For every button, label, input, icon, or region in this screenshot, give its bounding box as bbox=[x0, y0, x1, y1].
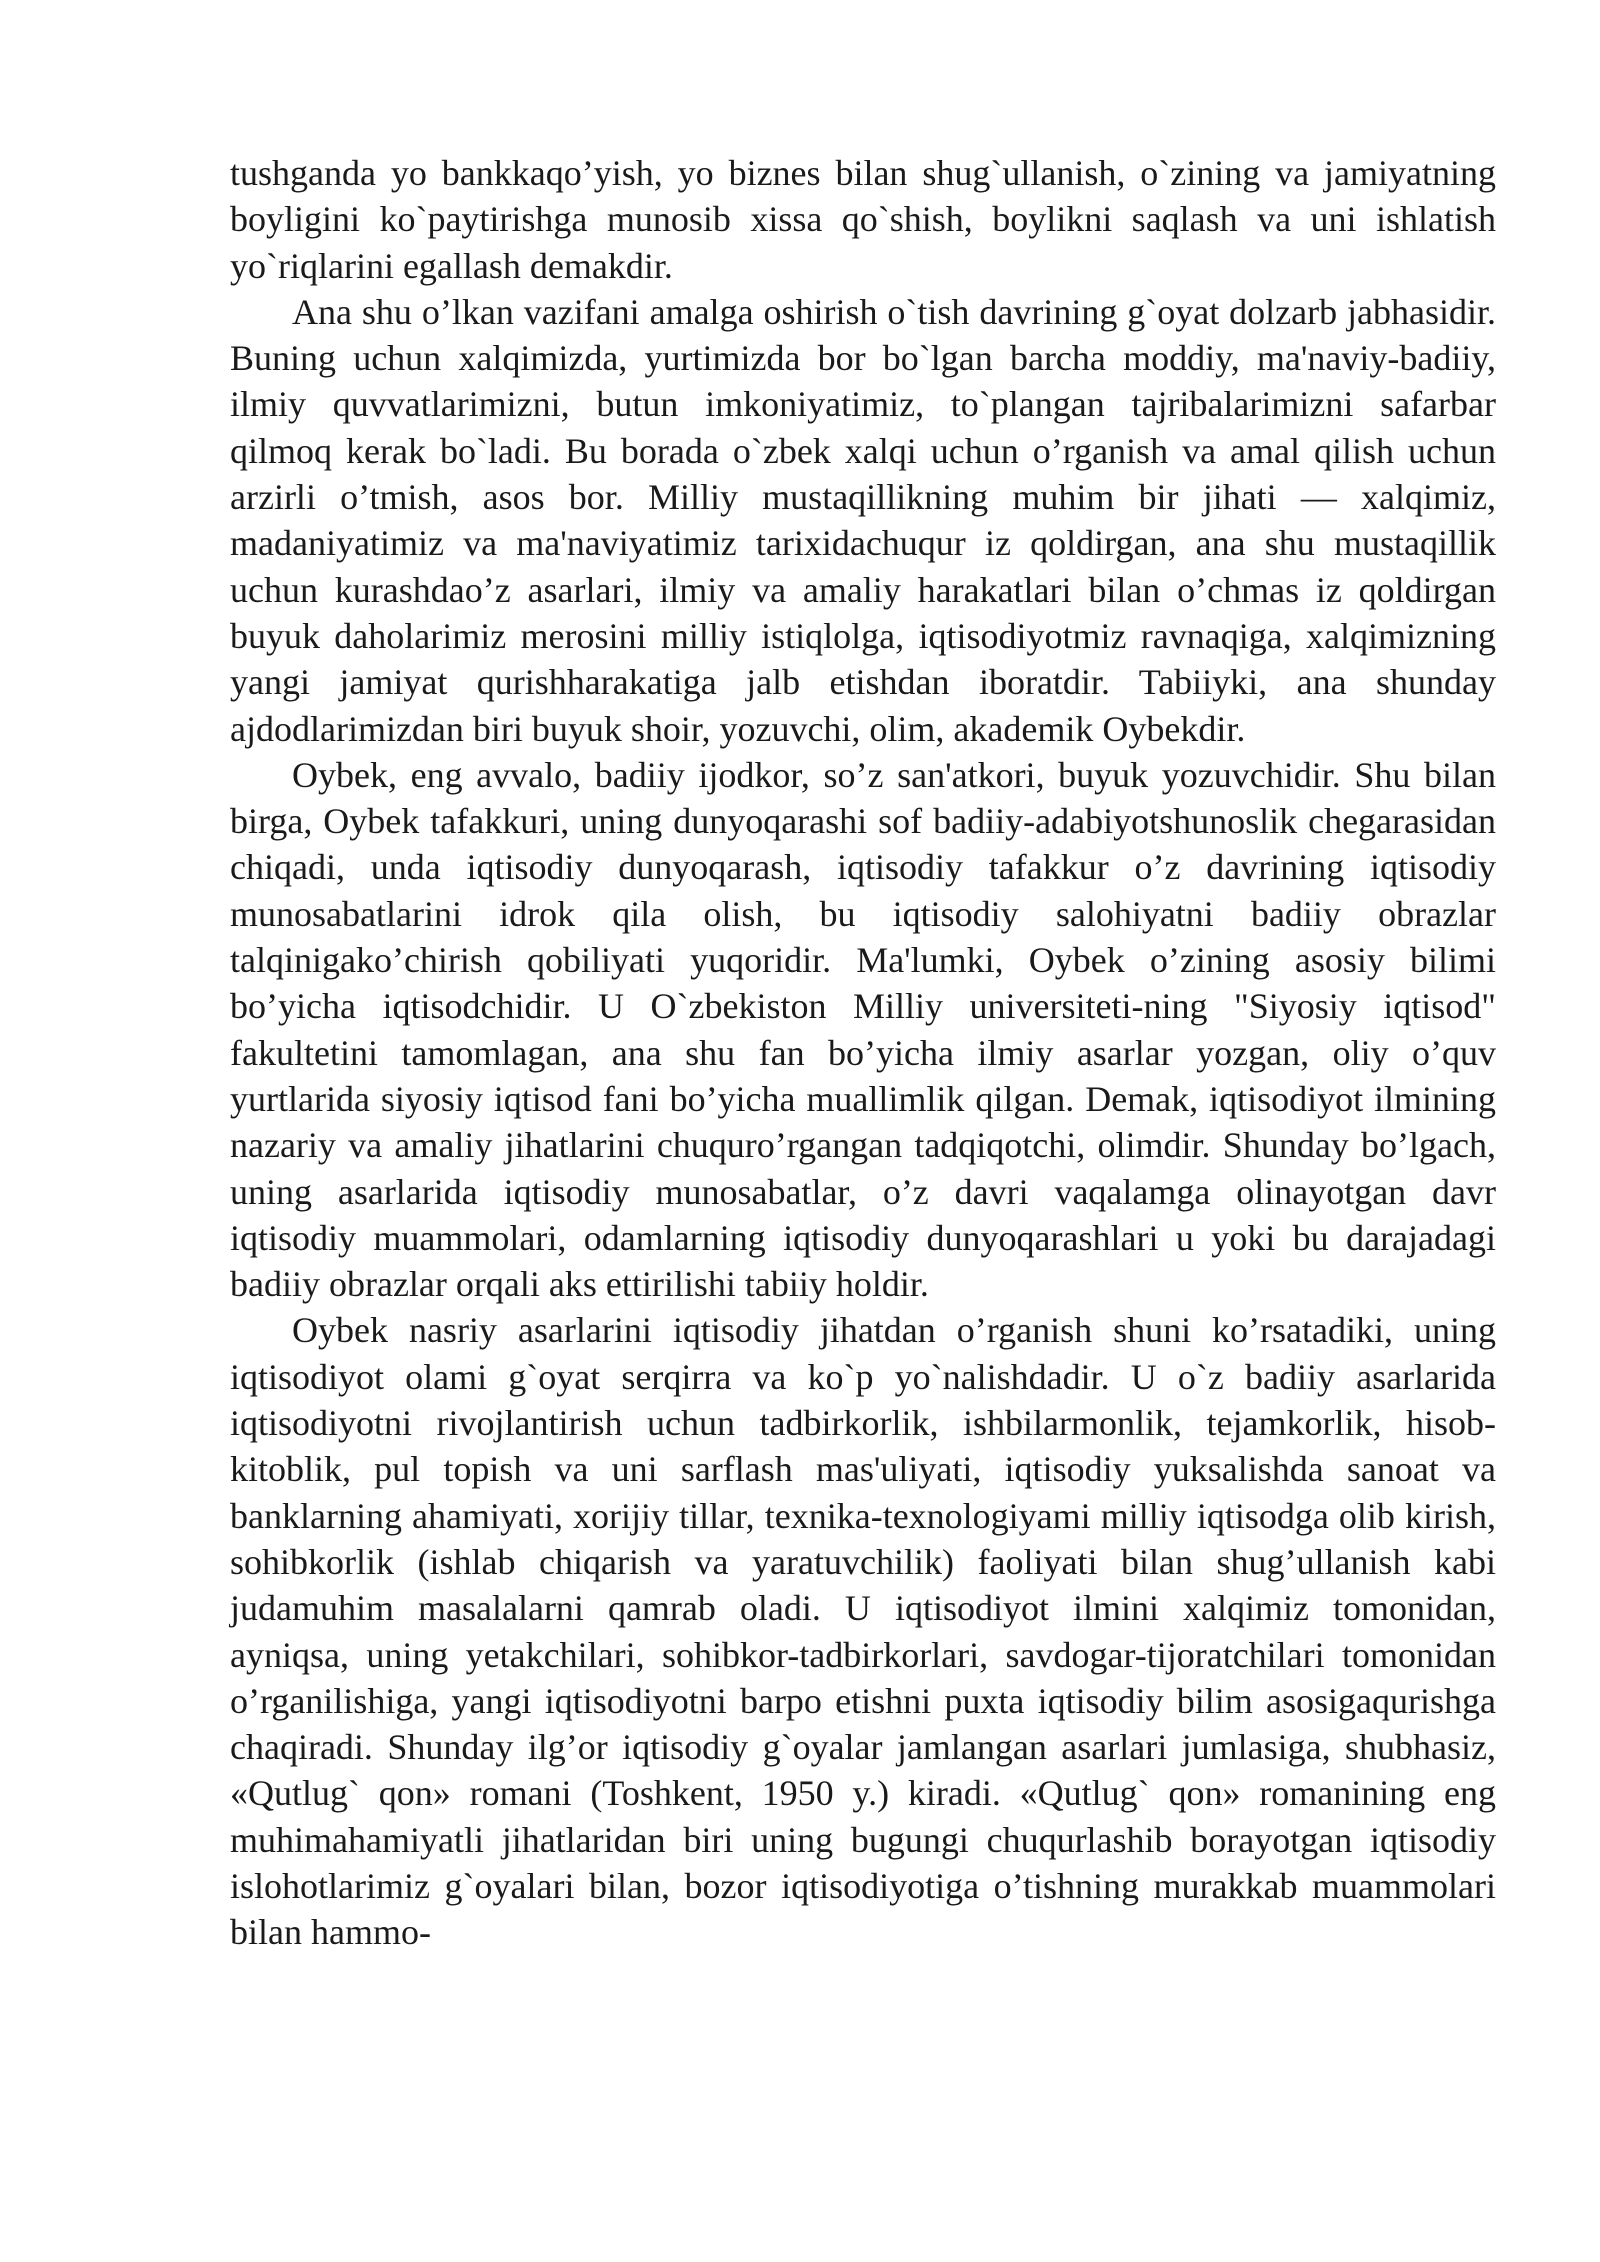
paragraph-4: Oybek nasriy asarlarini iqtisodiy jihatdan o’rganish shuni ko’rsatadiki, uning iqtisodiyot olami g`oyat serqirra va ko`p yo`nalishdadir. U o`z badiiy asarlarida iqtisodiyotni rivojlantirish uchun tadbirkorlik, ishbilarmonlik, tejamkorlik, hisob-kitoblik, pul topish va uni sarflash mas'uliyati, iqtisodiy yuksalishda sanoat va banklarning ahamiyati, xorijiy tillar, texnika-texnologiyami milliy iqtisodga olib kirish, sohibkorlik (ishlab chiqarish va yaratuvchilik) faoliyati bilan shug’ullanish kabi judamuhim masalalarni qamrab oladi. U iqtisodiyot ilmini xalqimiz tomonidan, ayniqsa, uning yetakchilari, sohibkor-tadbirkorlari, savdogar-tijoratchilari tomonidan o’rganilishiga, yangi iqtisodiyotni barpo etishni puxta iqtisodiy bilim asosigaqurishga chaqiradi. Shunday ilg’or iqtisodiy g`oyalar jamlangan asarlari jumlasiga, shubhasiz, «Qutlug` qon» romani (Toshkent, 1950 y.) kiradi. «Qutlug` qon» romanining eng muhimahamiyatli jihatlaridan biri uning bugungi chuqurlashib borayotgan iqtisodiy islohotlarimiz g`oyalari bilan, bozor iqtisodiyotiga o’tishning murakkab muammolari bilan hammo- bbox=[230, 1310, 1496, 1953]
paragraph-3: Oybek, eng avvalo, badiiy ijodkor, so’z san'atkori, buyuk yozuvchidir. Shu bilan birga, Oybek tafakkuri, uning dunyoqarashi sof badiiy-adabiyotshunoslik chegarasidan chiqadi, unda iqtisodiy dunyoqarash, iqtisodiy tafakkur o’z davrining iqtisodiy munosabatlarini idrok qila olish, bu iqtisodiy salohiyatni badiiy obrazlar talqinigako’chirish qobiliyati yuqoridir. Ma'lumki, Oybek o’zining asosiy bilimi bo’yicha iqtisodchidir. U O`zbekiston Milliy universiteti-ning "Siyosiy iqtisod" fakultetini tamomlagan, ana shu fan bo’yicha ilmiy asarlar yozgan, oliy o’quv yurtlarida siyosiy iqtisod fani bo’yicha muallimlik qilgan. Demak, iqtisodiyot ilmining nazariy va amaliy jihatlarini chuquro’rgangan tadqiqotchi, olimdir. Shunday bo’lgach, uning asarlarida iqtisodiy munosabatlar, o’z davri vaqalamga olinayotgan davr iqtisodiy muammolari, odamlarning iqtisodiy dunyoqarashlari u yoki bu darajadagi badiiy obrazlar orqali aks ettirilishi tabiiy holdir. bbox=[230, 754, 1496, 1305]
document-page bbox=[230, 150, 1496, 1956]
paragraph-2: Ana shu o’lkan vazifani amalga oshirish o`tish davrining g`oyat dolzarb jabhasidir. Buning uchun xalqimizda, yurtimizda bor bo`lgan barcha moddiy, ma'naviy-badiiy, ilmiy quvvatlarimizni, butun imkoniyatimiz, to`plangan tajribalarimizni safarbar qilmoq kerak bo`ladi. Bu borada o`zbek xalqi uchun o’rganish va amal qilish uchun arzirli o’tmish, asos bor. Milliy mustaqillikning muhim bir jihati — xalqimiz, madaniyatimiz va ma'naviyatimiz tarixidachuqur iz qoldirgan, ana shu mustaqillik uchun kurashdao’z asarlari, ilmiy va amaliy harakatlari bilan o’chmas iz qoldirgan buyuk daholarimiz merosini milliy istiqlolga, iqtisodiyotmiz ravnaqiga, xalqimizning yangi jamiyat qurishharakatiga jalb etishdan iboratdir. Tabiiyki, ana shunday ajdodlarimizdan biri buyuk shoir, yozuvchi, olim, akademik Oybekdir. bbox=[230, 291, 1496, 749]
paragraph-1: tushganda yo bankkaqo’yish, yo biznes bilan shug`ullanish, o`zining va jamiyatning boyligini ko`paytirishga munosib xissa qo`shish, boylikni saqlash va uni ishlatish yo`riqlarini egallash demakdir. bbox=[230, 153, 1496, 286]
